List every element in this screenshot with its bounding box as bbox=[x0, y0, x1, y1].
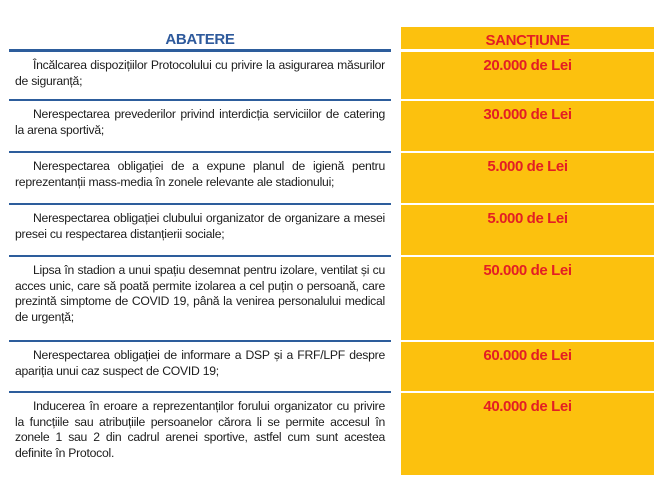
table-row bbox=[9, 257, 654, 342]
violation-text: Încălcarea dispozițiilor Protocolului cu privire la asigurarea măsurilor de siguranță; bbox=[9, 52, 391, 101]
table-row bbox=[9, 153, 654, 205]
violation-text: Nerespectarea obligației de a expune planul de igienă pentru reprezentanții mass-media în zonele relevante ale stadionului; bbox=[9, 153, 391, 205]
violation-text: Nerespectarea prevederilor privind interdicția serviciilor de catering la arena sportivă; bbox=[9, 101, 391, 153]
table-row bbox=[9, 52, 654, 101]
fine-amount: 50.000 de Lei bbox=[401, 257, 654, 342]
violation-text: Inducerea în eroare a reprezentanților forului organizator cu privire la funcțiile sau atribuțiile persoanelor cărora li se permite accesul în zonele 1 sau 2 din cadrul arenei sportive, astfel cum sunt acestea definite în Protocol. bbox=[15, 399, 385, 460]
fine-amount: 5.000 de Lei bbox=[401, 205, 654, 257]
table-row bbox=[9, 205, 654, 257]
header-sanctiune: SANCȚIUNE bbox=[401, 27, 654, 52]
fine-amount: 30.000 de Lei bbox=[401, 101, 654, 153]
violation-text: Lipsa în stadion a unui spațiu desemnat pentru izolare, ventilat și cu acces unic, care să poată permite izolarea a cel puțin o persoană, care prezintă simptome de COVID 19, până la venirea personalului medical de urgență; bbox=[9, 257, 391, 342]
sanctions-table bbox=[9, 27, 654, 475]
fine-amount: 20.000 de Lei bbox=[401, 52, 654, 101]
table-header-row bbox=[9, 27, 654, 52]
table-row bbox=[9, 101, 654, 153]
violation-text: Nerespectarea obligației clubului organizator de organizare a mesei presei cu respectarea distanțierii sociale; bbox=[9, 205, 391, 257]
fine-amount: 60.000 de Lei bbox=[401, 342, 654, 393]
table-row bbox=[9, 342, 654, 393]
header-abatere: ABATERE bbox=[9, 27, 391, 52]
fine-amount: 5.000 de Lei bbox=[401, 153, 654, 205]
fine-amount: 40.000 de Lei bbox=[401, 393, 654, 475]
violation-text: Nerespectarea obligației de informare a DSP și a FRF/LPF despre apariția unui caz suspect de COVID 19; bbox=[9, 342, 391, 393]
table-row bbox=[9, 393, 654, 475]
